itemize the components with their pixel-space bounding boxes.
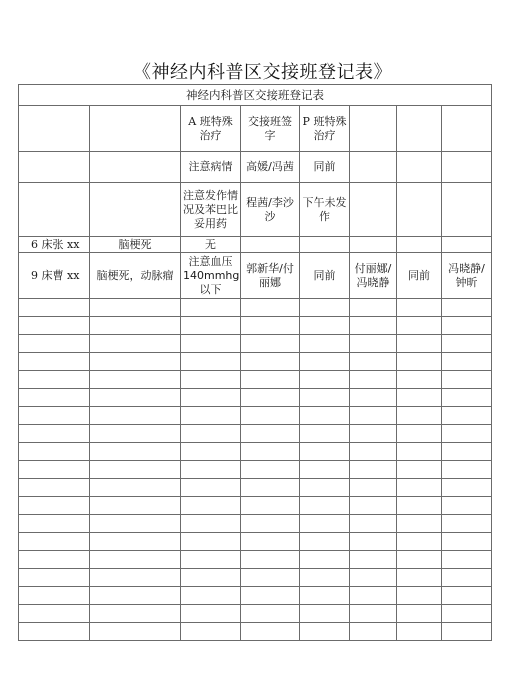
empty-table-cell bbox=[350, 353, 397, 371]
empty-table-cell bbox=[19, 299, 90, 317]
empty-table-cell bbox=[442, 335, 492, 353]
empty-table-cell bbox=[442, 623, 492, 641]
empty-table-cell bbox=[300, 335, 350, 353]
empty-table-row bbox=[19, 425, 492, 443]
table-cell bbox=[300, 237, 350, 253]
empty-table-cell bbox=[350, 299, 397, 317]
table-cell: 郭新华/付丽娜 bbox=[241, 253, 300, 299]
empty-table-cell bbox=[300, 425, 350, 443]
empty-table-cell bbox=[19, 515, 90, 533]
empty-table-cell bbox=[19, 389, 90, 407]
empty-table-row bbox=[19, 389, 492, 407]
header-handover-signature: 交接班签字 bbox=[241, 106, 300, 152]
empty-table-cell bbox=[350, 479, 397, 497]
header-cell-blurred bbox=[350, 106, 397, 152]
empty-table-cell bbox=[19, 371, 90, 389]
empty-table-row bbox=[19, 533, 492, 551]
empty-table-cell bbox=[181, 569, 241, 587]
empty-table-cell bbox=[241, 569, 300, 587]
empty-table-cell bbox=[442, 551, 492, 569]
empty-table-cell bbox=[19, 317, 90, 335]
empty-table-cell bbox=[90, 587, 181, 605]
empty-table-cell bbox=[19, 533, 90, 551]
empty-table-cell bbox=[241, 533, 300, 551]
table-cell bbox=[350, 237, 397, 253]
empty-table-cell bbox=[350, 533, 397, 551]
empty-table-cell bbox=[397, 389, 442, 407]
empty-table-row bbox=[19, 371, 492, 389]
empty-table-cell bbox=[241, 389, 300, 407]
empty-table-cell bbox=[19, 479, 90, 497]
empty-table-cell bbox=[90, 335, 181, 353]
empty-table-cell bbox=[300, 497, 350, 515]
empty-table-cell bbox=[397, 371, 442, 389]
empty-table-cell bbox=[300, 623, 350, 641]
empty-table-cell bbox=[442, 587, 492, 605]
empty-table-cell bbox=[442, 443, 492, 461]
empty-table-cell bbox=[442, 317, 492, 335]
empty-table-cell bbox=[350, 407, 397, 425]
empty-table-cell bbox=[442, 407, 492, 425]
empty-table-cell bbox=[181, 587, 241, 605]
empty-table-cell bbox=[350, 425, 397, 443]
empty-table-row bbox=[19, 623, 492, 641]
empty-table-cell bbox=[350, 389, 397, 407]
empty-table-cell bbox=[90, 389, 181, 407]
empty-table-cell bbox=[350, 497, 397, 515]
empty-table-row bbox=[19, 479, 492, 497]
empty-table-cell bbox=[241, 551, 300, 569]
empty-table-cell bbox=[90, 497, 181, 515]
table-cell bbox=[241, 237, 300, 253]
empty-table-cell bbox=[241, 605, 300, 623]
empty-table-cell bbox=[397, 569, 442, 587]
table-cell-blurred bbox=[350, 183, 397, 237]
header-a-shift-treatment: A 班特殊治疗 bbox=[181, 106, 241, 152]
empty-table-cell bbox=[241, 407, 300, 425]
empty-table-cell bbox=[350, 623, 397, 641]
empty-table-cell bbox=[300, 353, 350, 371]
empty-table-cell bbox=[241, 497, 300, 515]
table-cell-blurred bbox=[442, 183, 492, 237]
table-cell: 高媛/冯茜 bbox=[241, 152, 300, 183]
empty-table-cell bbox=[181, 623, 241, 641]
empty-table-cell bbox=[241, 515, 300, 533]
empty-table-cell bbox=[350, 443, 397, 461]
empty-table-cell bbox=[241, 587, 300, 605]
empty-table-cell bbox=[181, 443, 241, 461]
header-cell-blurred bbox=[397, 106, 442, 152]
empty-table-cell bbox=[350, 569, 397, 587]
empty-table-row bbox=[19, 461, 492, 479]
empty-table-row bbox=[19, 605, 492, 623]
table-cell: 注意血压 140mmhg 以下 bbox=[181, 253, 241, 299]
empty-table-cell bbox=[19, 569, 90, 587]
empty-table-cell bbox=[350, 587, 397, 605]
empty-table-cell bbox=[241, 479, 300, 497]
empty-table-cell bbox=[19, 497, 90, 515]
empty-table-cell bbox=[90, 461, 181, 479]
empty-table-row bbox=[19, 497, 492, 515]
empty-table-cell bbox=[442, 605, 492, 623]
empty-table-row bbox=[19, 353, 492, 371]
empty-table-cell bbox=[300, 299, 350, 317]
empty-table-cell bbox=[181, 353, 241, 371]
empty-table-cell bbox=[181, 605, 241, 623]
table-cell: 冯晓静/钟昕 bbox=[442, 253, 492, 299]
empty-table-cell bbox=[300, 443, 350, 461]
empty-table-cell bbox=[350, 515, 397, 533]
empty-table-cell bbox=[19, 443, 90, 461]
empty-table-cell bbox=[300, 479, 350, 497]
header-row bbox=[19, 106, 492, 152]
table-cell-blurred bbox=[397, 183, 442, 237]
table-cell-blurred bbox=[19, 183, 90, 237]
empty-table-row bbox=[19, 587, 492, 605]
empty-table-cell bbox=[300, 317, 350, 335]
header-cell-blurred bbox=[442, 106, 492, 152]
empty-table-cell bbox=[241, 317, 300, 335]
empty-table-cell bbox=[90, 317, 181, 335]
table-cell-bed: 9 床曹 xx bbox=[19, 253, 90, 299]
empty-table-cell bbox=[350, 335, 397, 353]
empty-table-cell bbox=[442, 497, 492, 515]
empty-table-cell bbox=[181, 551, 241, 569]
empty-table-cell bbox=[241, 461, 300, 479]
empty-table-cell bbox=[300, 551, 350, 569]
empty-table-cell bbox=[19, 461, 90, 479]
table-cell-blurred bbox=[442, 152, 492, 183]
empty-table-cell bbox=[300, 389, 350, 407]
empty-table-cell bbox=[397, 605, 442, 623]
table-cell-diagnosis: 脑梗死，动脉瘤 bbox=[90, 253, 181, 299]
empty-table-cell bbox=[397, 353, 442, 371]
empty-table-cell bbox=[397, 443, 442, 461]
empty-table-cell bbox=[442, 515, 492, 533]
table-cell-blurred bbox=[90, 152, 181, 183]
table-cell: 程茜/李沙沙 bbox=[241, 183, 300, 237]
empty-table-cell bbox=[19, 425, 90, 443]
empty-table-cell bbox=[442, 353, 492, 371]
table-cell-blurred bbox=[19, 152, 90, 183]
empty-table-cell bbox=[241, 299, 300, 317]
empty-table-cell bbox=[19, 605, 90, 623]
empty-table-cell bbox=[397, 335, 442, 353]
empty-table-cell bbox=[181, 389, 241, 407]
table-cell bbox=[442, 237, 492, 253]
empty-table-cell bbox=[90, 353, 181, 371]
table-cell: 付丽娜/冯晓静 bbox=[350, 253, 397, 299]
empty-table-cell bbox=[300, 605, 350, 623]
empty-table-cell bbox=[90, 551, 181, 569]
empty-table-cell bbox=[350, 605, 397, 623]
empty-table-cell bbox=[241, 371, 300, 389]
empty-table-cell bbox=[181, 515, 241, 533]
table-title: 神经内科普区交接班登记表 bbox=[19, 85, 492, 106]
empty-table-cell bbox=[19, 353, 90, 371]
table-cell: 同前 bbox=[300, 152, 350, 183]
empty-table-cell bbox=[442, 425, 492, 443]
empty-table-cell bbox=[181, 407, 241, 425]
empty-table-cell bbox=[181, 425, 241, 443]
empty-table-cell bbox=[397, 461, 442, 479]
empty-table-cell bbox=[19, 335, 90, 353]
empty-table-cell bbox=[397, 533, 442, 551]
table-cell: 同前 bbox=[397, 253, 442, 299]
empty-table-row bbox=[19, 515, 492, 533]
table-cell bbox=[397, 237, 442, 253]
empty-table-row bbox=[19, 407, 492, 425]
empty-table-cell bbox=[90, 425, 181, 443]
empty-table-cell bbox=[19, 551, 90, 569]
empty-table-cell bbox=[181, 335, 241, 353]
empty-table-cell bbox=[241, 623, 300, 641]
empty-table-cell bbox=[181, 317, 241, 335]
empty-table-cell bbox=[442, 371, 492, 389]
empty-table-cell bbox=[181, 479, 241, 497]
empty-table-cell bbox=[442, 461, 492, 479]
table-row bbox=[19, 253, 492, 299]
empty-table-row bbox=[19, 335, 492, 353]
empty-table-cell bbox=[241, 335, 300, 353]
empty-table-cell bbox=[397, 623, 442, 641]
empty-table-cell bbox=[90, 479, 181, 497]
empty-table-cell bbox=[397, 407, 442, 425]
table-row bbox=[19, 237, 492, 253]
empty-table-cell bbox=[442, 569, 492, 587]
empty-table-cell bbox=[442, 479, 492, 497]
empty-table-cell bbox=[181, 299, 241, 317]
empty-table-cell bbox=[442, 533, 492, 551]
empty-table-cell bbox=[397, 479, 442, 497]
shift-handover-table bbox=[18, 84, 492, 641]
empty-table-cell bbox=[442, 299, 492, 317]
empty-table-row bbox=[19, 299, 492, 317]
empty-table-cell bbox=[300, 515, 350, 533]
empty-table-cell bbox=[90, 569, 181, 587]
empty-table-cell bbox=[181, 371, 241, 389]
empty-table-cell bbox=[90, 371, 181, 389]
empty-table-cell bbox=[350, 461, 397, 479]
empty-table-row bbox=[19, 317, 492, 335]
empty-table-cell bbox=[397, 299, 442, 317]
empty-table-cell bbox=[300, 533, 350, 551]
empty-table-cell bbox=[181, 533, 241, 551]
empty-table-cell bbox=[241, 425, 300, 443]
table-cell: 注意病情 bbox=[181, 152, 241, 183]
empty-rows bbox=[19, 299, 492, 641]
empty-table-cell bbox=[90, 605, 181, 623]
empty-table-cell bbox=[397, 497, 442, 515]
empty-table-cell bbox=[397, 587, 442, 605]
empty-table-cell bbox=[397, 317, 442, 335]
empty-table-cell bbox=[241, 443, 300, 461]
empty-table-row bbox=[19, 443, 492, 461]
empty-table-cell bbox=[350, 371, 397, 389]
empty-table-cell bbox=[300, 371, 350, 389]
table-cell-blurred bbox=[90, 183, 181, 237]
table-cell: 同前 bbox=[300, 253, 350, 299]
table-cell: 无 bbox=[181, 237, 241, 253]
empty-table-cell bbox=[90, 443, 181, 461]
empty-table-cell bbox=[90, 623, 181, 641]
empty-table-cell bbox=[300, 461, 350, 479]
table-cell-bed: 6 床张 xx bbox=[19, 237, 90, 253]
empty-table-cell bbox=[300, 407, 350, 425]
header-cell-blurred bbox=[90, 106, 181, 152]
table-cell-diagnosis: 脑梗死 bbox=[90, 237, 181, 253]
table-cell-blurred bbox=[397, 152, 442, 183]
empty-table-cell bbox=[19, 623, 90, 641]
header-cell-blurred bbox=[19, 106, 90, 152]
empty-table-cell bbox=[181, 461, 241, 479]
empty-table-cell bbox=[90, 407, 181, 425]
empty-table-cell bbox=[442, 389, 492, 407]
empty-table-cell bbox=[90, 515, 181, 533]
table-cell: 下午未发作 bbox=[300, 183, 350, 237]
table-cell: 注意发作情况及苯巴比妥用药 bbox=[181, 183, 241, 237]
table-row bbox=[19, 152, 492, 183]
empty-table-cell bbox=[241, 353, 300, 371]
empty-table-cell bbox=[90, 533, 181, 551]
empty-table-cell bbox=[350, 551, 397, 569]
empty-table-row bbox=[19, 551, 492, 569]
table-title-row bbox=[19, 85, 492, 106]
empty-table-cell bbox=[181, 497, 241, 515]
table-row bbox=[19, 183, 492, 237]
empty-table-cell bbox=[300, 569, 350, 587]
empty-table-cell bbox=[300, 587, 350, 605]
table-cell-blurred bbox=[350, 152, 397, 183]
header-p-shift-treatment: P 班特殊治疗 bbox=[300, 106, 350, 152]
empty-table-cell bbox=[397, 425, 442, 443]
empty-table-cell bbox=[19, 587, 90, 605]
empty-table-cell bbox=[397, 515, 442, 533]
empty-table-cell bbox=[397, 551, 442, 569]
empty-table-cell bbox=[19, 407, 90, 425]
empty-table-cell bbox=[350, 317, 397, 335]
empty-table-cell bbox=[90, 299, 181, 317]
document-title: 《神经内科普区交接班登记表》 bbox=[133, 62, 392, 83]
empty-table-row bbox=[19, 569, 492, 587]
